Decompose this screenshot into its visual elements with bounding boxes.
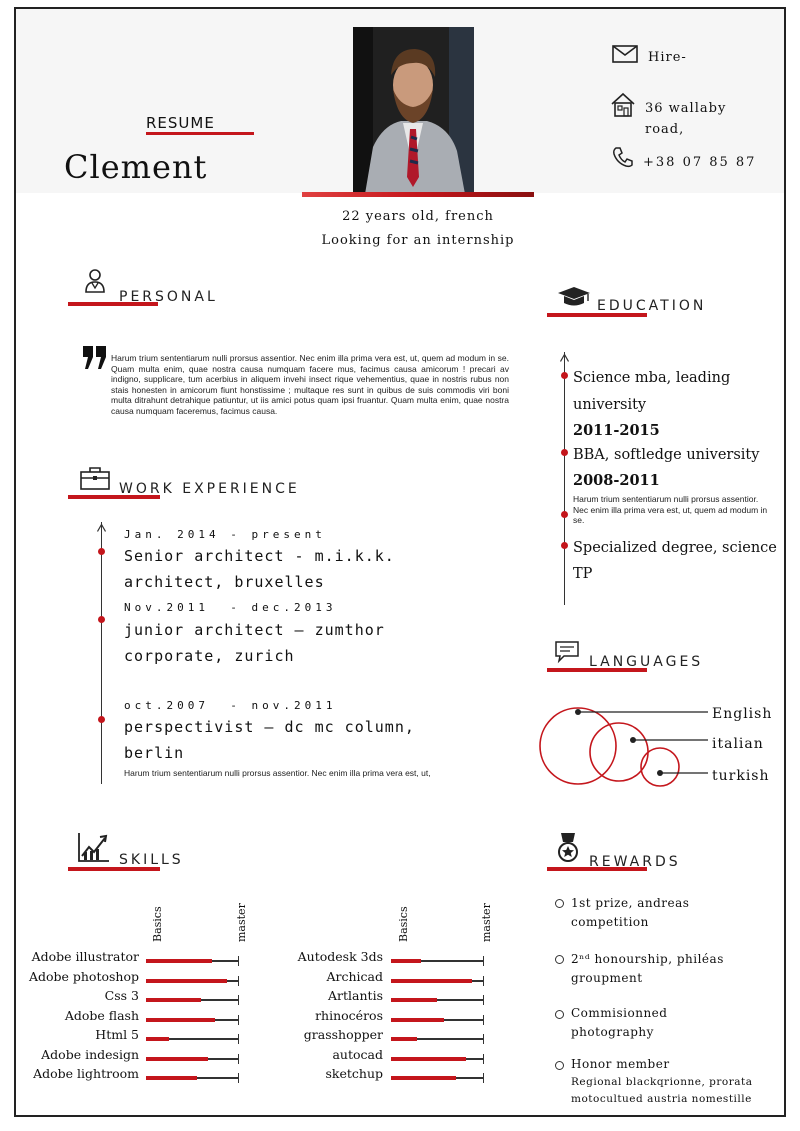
work-date-3: oct.2007 - nov.2011	[124, 699, 337, 712]
quote-icon	[82, 345, 108, 375]
skill-level-bar-right-4	[391, 1037, 417, 1041]
education-1-years: 2011-2015	[573, 422, 660, 439]
languages-title: LANGUAGES	[589, 654, 704, 670]
reward-3-line2: photography	[571, 1025, 654, 1039]
skill-label-right-2: Artlantis	[328, 988, 383, 1003]
work-dot-1	[98, 548, 105, 555]
reward-bullet-1	[555, 899, 564, 908]
reward-1-line2: competition	[571, 915, 649, 929]
education-2-line1: BBA, softledge university	[573, 447, 760, 463]
education-2-desc: Harum trium sententiarum nulli prorsus assentior. Nec enim illa prima vera est, ut, quem ad modum in se.	[573, 494, 768, 525]
reward-2-line1: 2ⁿᵈ honourship, philéas	[571, 952, 724, 966]
skill-end-tick-left-6	[238, 1073, 239, 1083]
reward-3-line1: Commisionned	[571, 1006, 668, 1020]
medal-icon	[556, 832, 580, 868]
skill-label-left-0: Adobe illustrator	[31, 949, 139, 964]
reward-4-line2: Regional blackqrionne, prorata	[571, 1076, 753, 1088]
contact-address-line2: road,	[645, 122, 685, 137]
graduation-cap-icon	[557, 286, 591, 312]
skill-level-bar-left-3	[146, 1018, 215, 1022]
reward-1-line1: 1st prize, andreas	[571, 896, 690, 910]
reward-4-line3: motocultued austria nomestille	[571, 1093, 752, 1105]
skill-label-right-3: rhinocéros	[315, 1007, 383, 1023]
skills-title: SKILLS	[119, 852, 184, 868]
skill-level-bar-left-0	[146, 959, 212, 963]
skills-right-axis-low: Basics	[397, 906, 410, 942]
skill-level-bar-left-2	[146, 998, 201, 1002]
skill-end-tick-right-4	[483, 1034, 484, 1044]
education-dot-1	[561, 372, 568, 379]
skill-level-bar-right-3	[391, 1018, 444, 1022]
skill-label-left-2: Css 3	[104, 988, 139, 1003]
skill-end-tick-left-4	[238, 1034, 239, 1044]
work-dot-3	[98, 716, 105, 723]
skill-end-tick-left-2	[238, 995, 239, 1005]
education-dot-2	[561, 449, 568, 456]
education-timeline-arrow-icon	[560, 347, 569, 366]
work-role-1: Senior architect - m.i.k.k.	[124, 547, 395, 565]
skill-label-right-1: Archicad	[326, 968, 383, 984]
skills-left-axis-low: Basics	[151, 906, 164, 942]
personal-title: PERSONAL	[119, 289, 218, 305]
language-english: English	[712, 706, 773, 722]
skill-end-tick-right-0	[483, 956, 484, 966]
chart-growth-icon	[78, 832, 110, 866]
skill-label-right-5: autocad	[332, 1046, 383, 1062]
reward-bullet-2	[555, 955, 564, 964]
english-circle	[540, 708, 616, 784]
education-timeline-line	[564, 352, 565, 605]
skill-label-left-4: Html 5	[95, 1027, 139, 1042]
skill-level-bar-left-4	[146, 1037, 169, 1041]
skills-right-axis-high: master	[480, 903, 493, 942]
skill-end-tick-left-1	[238, 976, 239, 986]
work-place-1: architect, bruxelles	[124, 573, 325, 591]
skill-end-tick-right-3	[483, 1015, 484, 1025]
contact-address-line1: 36 wallaby	[645, 101, 727, 116]
work-title: WORK EXPERIENCE	[119, 481, 300, 497]
skill-label-left-1: Adobe photoshop	[28, 968, 139, 984]
speech-bubble-icon	[555, 640, 579, 668]
skill-level-bar-left-5	[146, 1057, 208, 1061]
skill-label-right-4: grasshopper	[303, 1027, 383, 1042]
skill-end-tick-right-2	[483, 995, 484, 1005]
subtitle-goal: Looking for an internship	[321, 233, 515, 248]
personal-text: Harum trium sententiarum nulli prorsus assentior. Nec enim illa prima vera est, ut, quem ad modum in se. Quam multa enim, quae nostra causa numquam facere mus, facimus causa amicorum ! precari av indigno, supplicare, tum acerbius in aliquem invehi insect rique vehementius, quae in nostris rubus non stais honesten in amicorum fiunt honstissime ; multaque res sunt in quibus de suis commodis viri boni multa ditrahunt detrahique patiuntur, ut iis amici potus quam ipsi fruantur. Quam multa enim, quae nostra causa numquam faceremus, facimus causa.	[111, 353, 509, 416]
work-place-2: corporate, zurich	[124, 647, 295, 665]
education-3-line2: TP	[573, 566, 593, 582]
skill-end-tick-left-0	[238, 956, 239, 966]
candidate-name: Clement	[64, 148, 208, 186]
work-role-3: perspectivist – dc mc column,	[124, 718, 415, 736]
skill-level-bar-right-2	[391, 998, 437, 1002]
phone-icon	[612, 146, 634, 172]
skill-level-bar-right-0	[391, 959, 421, 963]
skill-label-right-0: Autodesk 3ds	[297, 949, 383, 964]
resume-label: RESUME	[146, 114, 215, 132]
education-1-line1: Science mba, leading	[573, 370, 731, 386]
work-role-2: junior architect – zumthor	[124, 621, 385, 639]
work-timeline-line	[101, 522, 102, 784]
education-dot-4	[561, 542, 568, 549]
reward-bullet-4	[555, 1061, 564, 1070]
skill-end-tick-right-6	[483, 1073, 484, 1083]
skill-end-tick-left-5	[238, 1054, 239, 1064]
contact-phone[interactable]: +38 07 85 87	[643, 155, 757, 170]
skill-label-left-5: Adobe indesign	[41, 1046, 139, 1062]
reward-bullet-3	[555, 1010, 564, 1019]
skill-level-bar-left-1	[146, 979, 227, 983]
education-2-years: 2008-2011	[573, 472, 660, 489]
skill-level-bar-left-6	[146, 1076, 197, 1080]
house-icon	[610, 92, 636, 122]
work-place-3: berlin	[124, 744, 185, 762]
envelope-icon	[612, 45, 638, 67]
italian-circle	[590, 723, 648, 781]
briefcase-icon	[80, 466, 110, 494]
skill-end-tick-right-5	[483, 1054, 484, 1064]
language-italian: italian	[712, 736, 764, 752]
education-title: EDUCATION	[597, 298, 707, 314]
person-icon	[84, 268, 106, 298]
subtitle-age: 22 years old, french	[342, 209, 494, 224]
skill-level-bar-right-6	[391, 1076, 456, 1080]
language-turkish: turkish	[712, 768, 770, 784]
profile-photo	[353, 27, 474, 194]
skill-level-bar-right-5	[391, 1057, 466, 1061]
photo-underline	[302, 192, 534, 197]
education-dot-3	[561, 511, 568, 518]
skill-end-tick-right-1	[483, 976, 484, 986]
work-timeline-arrow-icon	[97, 517, 106, 536]
reward-2-line2: groupment	[571, 971, 643, 985]
skill-label-right-6: sketchup	[325, 1066, 383, 1081]
skill-label-left-3: Adobe flash	[64, 1007, 139, 1023]
work-dot-2	[98, 616, 105, 623]
turkish-circle	[641, 748, 679, 786]
education-3-line1: Specialized degree, science	[573, 540, 777, 556]
skill-level-bar-right-1	[391, 979, 472, 983]
work-desc-3: Harum trium sententiarum nulli prorsus assentior. Nec enim illa prima vera est, ut,	[124, 768, 431, 778]
reward-4-line1: Honor member	[571, 1057, 670, 1071]
rewards-title: REWARDS	[589, 854, 681, 870]
skill-label-left-6: Adobe lightroom	[33, 1066, 139, 1081]
work-date-1: Jan. 2014 - present	[124, 528, 326, 541]
resume-underline	[146, 132, 254, 135]
skill-end-tick-left-3	[238, 1015, 239, 1025]
contact-email[interactable]: Hire-	[648, 50, 687, 65]
education-1-line2: university	[573, 397, 647, 413]
skills-left-axis-high: master	[235, 903, 248, 942]
work-date-2: Nov.2011 - dec.2013	[124, 601, 337, 614]
